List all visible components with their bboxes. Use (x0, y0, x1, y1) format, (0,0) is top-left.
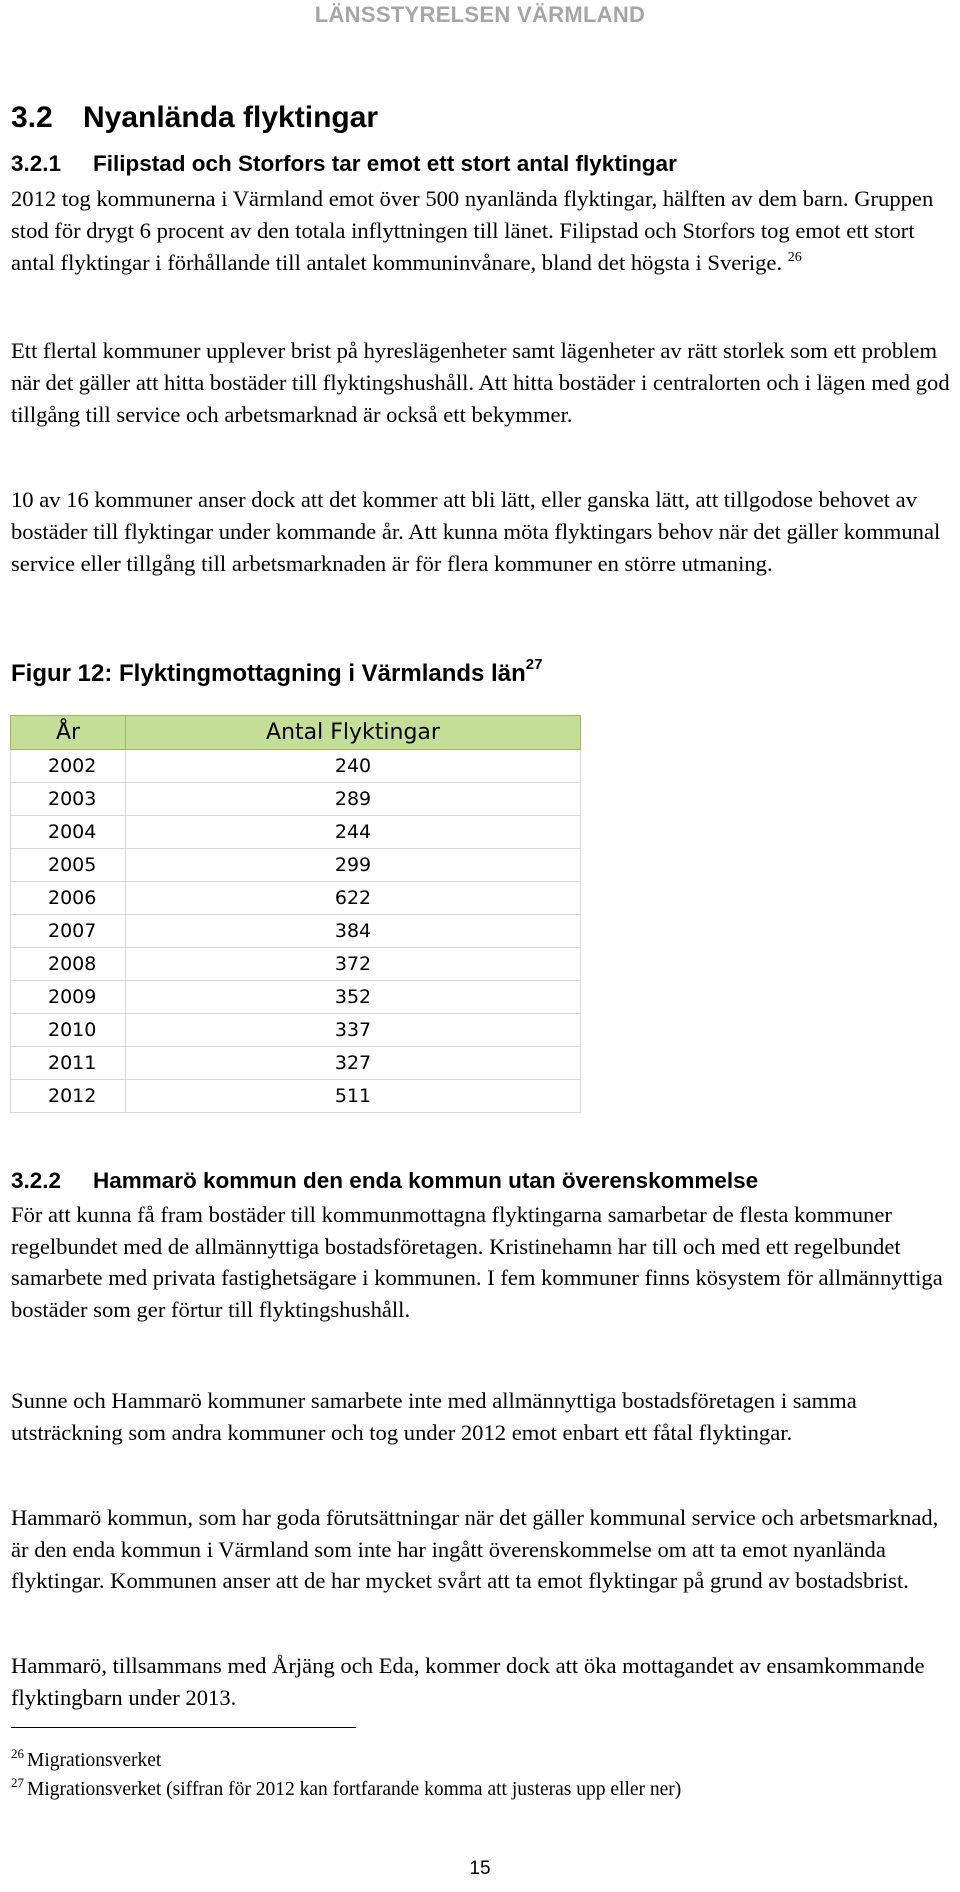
table-cell-year: 2010 (11, 1014, 126, 1047)
table-row (11, 849, 581, 882)
table-row (11, 816, 581, 849)
footnote-ref-26: 26 (787, 250, 802, 265)
section-heading (11, 100, 378, 136)
page-number: 15 (469, 1858, 491, 1879)
table-cell-year: 2009 (11, 981, 126, 1014)
table-row (11, 750, 581, 783)
table-cell-year: 2012 (11, 1080, 126, 1113)
subsection-number-1: 3.2.1 (11, 151, 62, 176)
table-row (11, 1080, 581, 1113)
section-number: 3.2 (11, 101, 53, 134)
table-cell-count: 240 (126, 750, 581, 783)
footnote-text: Migrationsverket (27, 1750, 162, 1771)
table-cell-count: 337 (126, 1014, 581, 1047)
paragraph-1 (11, 183, 956, 279)
column-header-count: Antal Flyktingar (126, 716, 581, 750)
table-cell-count: 352 (126, 981, 581, 1014)
table-row (11, 981, 581, 1014)
paragraph-3: 10 av 16 kommuner anser dock att det kommer att bli lätt, eller ganska lätt, att tillgodose behovet av bostäder till flyktingar under kommande år. Att kunna möta flyktingars behov när det gäller kommunal service eller tillgång till arbetsmarknaden är för flera kommuner en större utmaning. (11, 487, 941, 576)
table-row (11, 948, 581, 981)
footnote-ref-27: 27 (525, 656, 543, 673)
subsection-heading-1 (11, 150, 677, 178)
running-header: LÄNSSTYRELSEN VÄRMLAND (314, 2, 646, 27)
footnote-27 (11, 1775, 682, 1802)
figure-title-text: Figur 12: Flyktingmottagning i Värmlands län (11, 660, 526, 687)
table-cell-year: 2005 (11, 849, 126, 882)
table-row (11, 1047, 581, 1080)
table-cell-count: 622 (126, 882, 581, 915)
paragraph-7: Hammarö, tillsammans med Årjäng och Eda, kommer dock att öka mottagandet av ensamkommande flyktingbarn under 2013. (11, 1653, 925, 1710)
figure-title (11, 656, 543, 689)
subsection-number-2: 3.2.2 (11, 1168, 62, 1193)
table-cell-year: 2003 (11, 783, 126, 816)
table-row (11, 915, 581, 948)
footnote-text: Migrationsverket (siffran för 2012 kan fortfarande komma att justeras upp eller ner) (27, 1779, 682, 1800)
paragraph-4: För att kunna få fram bostäder till kommunmottagna flyktingarna samarbetar de flesta kommuner regelbundet med de allmännyttiga bostadsföretagen. Kristinehamn har till och med ett regelbundet samarbete med privata fastighetsägare i kommunen. I fem kommuner finns kösystem för allmännyttiga bostäder som ger förtur till flyktingshushåll. (11, 1202, 943, 1322)
table-row (11, 882, 581, 915)
table-cell-year: 2008 (11, 948, 126, 981)
subsection-title-1: Filipstad och Storfors tar emot ett stort antal flyktingar (93, 151, 677, 176)
table-body (11, 750, 581, 1113)
table-row (11, 783, 581, 816)
table-cell-count: 244 (126, 816, 581, 849)
table-cell-count: 384 (126, 915, 581, 948)
table-cell-year: 2011 (11, 1047, 126, 1080)
paragraph-6: Hammarö kommun, som har goda förutsättningar när det gäller kommunal service och arbetsmarknad, är den enda kommun i Värmland som inte har ingått överenskommelse om att ta emot nyanlända flyktingar. Kommunen anser att de har mycket svårt att ta emot flyktingar på grund av bostadsbrist. (11, 1505, 939, 1594)
table-cell-year: 2002 (11, 750, 126, 783)
column-header-year: År (11, 716, 126, 750)
table-cell-count: 289 (126, 783, 581, 816)
footnote-number: 27 (11, 1775, 24, 1790)
table-cell-year: 2004 (11, 816, 126, 849)
paragraph-2: Ett flertal kommuner upplever brist på hyreslägenheter samt lägenheter av rätt storlek som ett problem när det gäller att hitta bostäder till flyktingshushåll. Att hitta bostäder i centralorten och i lägen med god tillgång till service och arbetsmarknad är också ett bekymmer. (11, 338, 950, 427)
subsection-title-2: Hammarö kommun den enda kommun utan överenskommelse (93, 1168, 759, 1193)
table-header-row (11, 716, 581, 750)
table-cell-year: 2007 (11, 915, 126, 948)
table-cell-count: 511 (126, 1080, 581, 1113)
table-cell-count: 327 (126, 1047, 581, 1080)
paragraph-1-text: 2012 tog kommunerna i Värmland emot över 500 nyanlända flyktingar, hälften av dem barn. Gruppen stod för drygt 6 procent av den totala inflyttningen till länet. Filipstad och Storfors tog emot ett stort antal flyktingar i förhållande till antalet kommuninvånare, bland det högsta i Sverige. (11, 186, 934, 275)
table-cell-year: 2006 (11, 882, 126, 915)
table-cell-count: 372 (126, 948, 581, 981)
subsection-heading-2 (11, 1167, 758, 1195)
footnote-separator (11, 1727, 356, 1728)
table-row (11, 1014, 581, 1047)
refugee-reception-table (10, 715, 581, 1113)
paragraph-5: Sunne och Hammarö kommuner samarbete inte med allmännyttiga bostadsföretagen i samma utsträckning som andra kommuner och tog under 2012 emot enbart ett fåtal flyktingar. (11, 1388, 857, 1445)
footnote-number: 26 (11, 1746, 24, 1761)
footnote-26 (11, 1746, 162, 1773)
section-title: Nyanlända flyktingar (83, 101, 379, 134)
table-cell-count: 299 (126, 849, 581, 882)
